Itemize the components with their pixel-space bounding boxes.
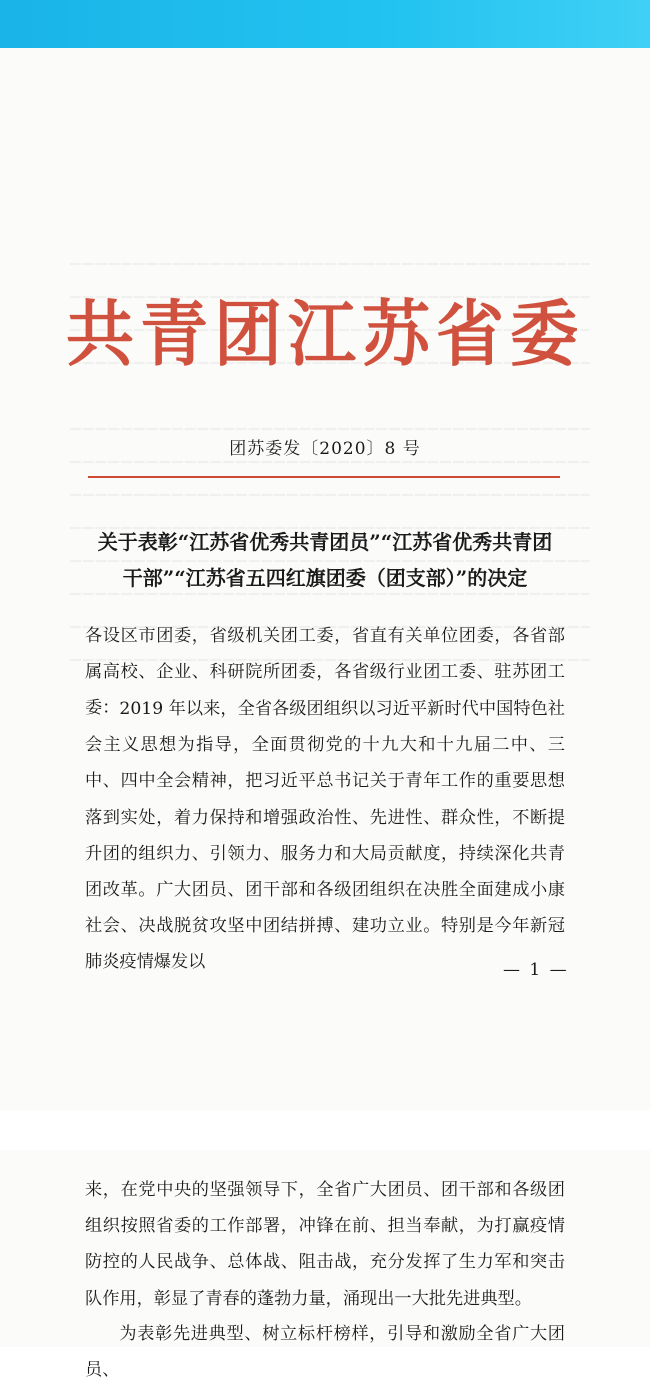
body-paragraph-continued: 来，在党中央的坚强领导下，全省广大团员、团干部和各级团组织按照省委的工作部署，冲锋在前、担当奉献，为打赢疫情防控的人民战争、总体战、阻击战，充分发挥了生力军和突击队作用，彰显了青春的蓬勃力量，涌现出一大批先进典型。 <box>85 1180 565 1309</box>
salutation: 各设区市团委，省级机关团工委，省直有关单位团委，各省部属高校、企业、科研院所团委，各省级行业团工委、驻苏团工委： <box>85 626 565 719</box>
document-page-1 <box>0 48 650 1110</box>
document-page-2 <box>0 1150 650 1381</box>
page-number: — 1 — <box>503 960 569 980</box>
red-header-rule <box>88 476 560 478</box>
decision-title <box>60 524 590 596</box>
body-paragraph: 2019 年以来，全省各级团组织以习近平新时代中国特色社会主义思想为指导，全面贯彻党的十九大和十九届二中、三中、四中全会精神，把习近平总书记关于青年工作的重要思想落到实处，着力保持和增强政治性、先进性、群众性，不断提升团的组织力、引领力、服务力和大局贡献度，持续深化共青团改革。广大团员、团干部和各级团组织在决胜全面建成小康社会、决战脱贫攻坚中团结拼搏、建功立业。特别是今年新冠肺炎疫情爆发以 <box>85 699 565 973</box>
app-header-bar <box>0 0 650 48</box>
decision-title-line-1: 关于表彰“江苏省优秀共青团员”“江苏省优秀共青团 <box>97 530 553 554</box>
document-number: 团苏委发〔2020〕8 号 <box>229 439 421 459</box>
decision-title-line-2: 干部”“江苏省五四红旗团委（团支部）”的决定 <box>122 566 528 590</box>
issuing-organization-title: 共青团江苏省委 <box>65 293 584 377</box>
page-gap <box>0 1110 650 1150</box>
body-paragraph-2: 为表彰先进典型、树立标杆榜样，引导和激励全省广大团员、 <box>85 1324 565 1381</box>
